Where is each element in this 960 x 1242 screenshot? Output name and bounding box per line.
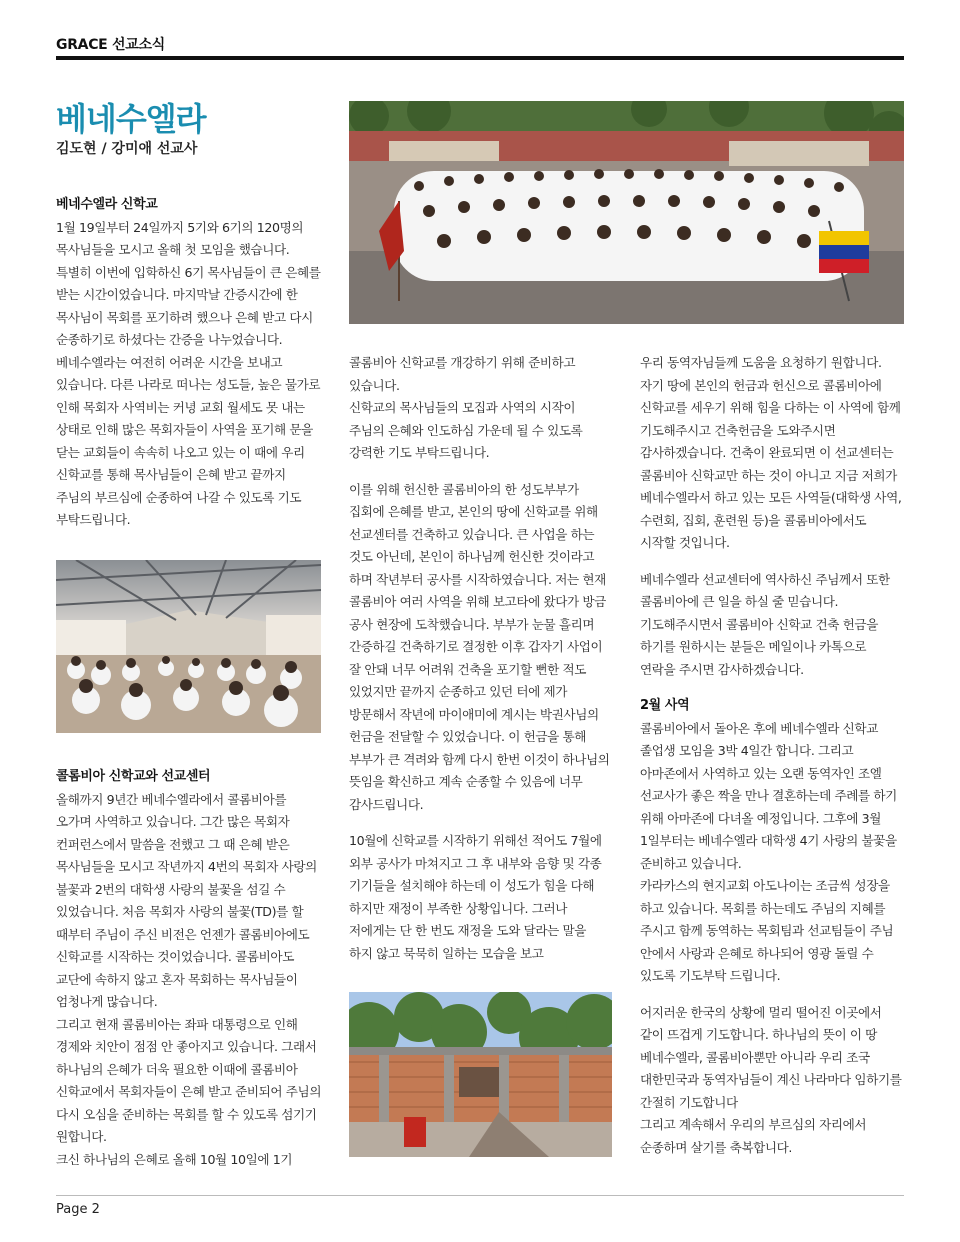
footer-rule	[56, 1195, 904, 1196]
construction-photo	[349, 992, 612, 1157]
section-heading-colombia-seminary: 콜롬비아 신학교와 선교센터	[56, 769, 211, 784]
paragraph: 그리고 현재 콜롬비아는 좌파 대통령으로 인해 경제와 치안이 점점 안 좋아지고 있습니다. 그래서 하나님의 은혜가 더욱 필요한 이때에 콜롬비아 신학교에서 목회자들이 은혜 받고 준비되어 주님의 다시 오심을 준비하는 목회를 할 수 있도록 섬기기 원합니다.	[56, 1016, 322, 1144]
classroom-photo	[56, 560, 321, 733]
paragraph: 콜롬비아에서 돌아온 후에 베네수엘라 신학교 졸업생 모임을 3박 4일간 합니다. 그리고 아마존에서 사역하고 있는 오랜 동역자인 조엘 선교사가 좋은 짝을 만나 결혼하는데 주례를 하기 위해 아마존에 다녀올 예정입니다. 그후에 3월 1일부터는 베네수엘라 대학생 4기 사랑의 불꽃을 준비하고 있습니다.	[640, 720, 897, 871]
paragraph: 우리 동역자님들께 도움을 요청하기 원합니다.	[640, 355, 882, 370]
group-photo	[349, 101, 904, 324]
newsletter-header: GRACE 선교소식	[56, 37, 165, 53]
article-title: 베네수엘라	[56, 100, 206, 138]
section-heading-venezuela-seminary: 베네수엘라 신학교	[56, 197, 158, 212]
paragraph: 카라카스의 현지교회 아도나이는 조금씩 성장을 하고 있습니다. 목회를 하는데도 주님의 지혜를 주시고 함께 동역하는 목회팀과 선교팀들이 주님 안에서 사랑과 은혜로 하나되어 영광 돌릴 수 있도록 기도부탁 드립니다.	[640, 878, 894, 983]
paragraph: 어지러운 한국의 상황에 멀리 떨어진 이곳에서 같이 뜨겁게 기도합니다. 하나님의 뜻이 이 땅 베네수엘라, 콜롬비아뿐만 아니라 우리 조국 대한민국과 동역자님들이 계신 나라마다 임하기를 간절히 기도합니다	[640, 1004, 902, 1110]
paragraph: 10월에 신학교를 시작하기 위해선 적어도 7월에 외부 공사가 마쳐지고 그 후 내부와 음향 및 각종 기기들을 설치해야 하는데 이 성도가 힘을 다해 하지만 재정이 부족한 상황입니다. 그러나 저에게는 단 한 번도 재정을 도와 달라는 말을 하지 않고 묵묵히 일하는 모습을 보고	[349, 833, 602, 961]
article-author: 김도현 / 강미애 선교사	[56, 141, 198, 157]
page-number: Page 2	[56, 1202, 100, 1217]
paragraph: 자기 땅에 본인의 헌금과 헌신으로 콜롬비아에 신학교를 세우기 위해 힘을 다하는 이 사역에 함께 기도해주시고 건축헌금을 도와주시면 감사하겠습니다. 건축이 완료되면 이 선교센터는 콜롬비아 신학교만 하는 것이 아니고 지금 저희가 베네수엘라서 하고 있는 모든 사역들(대학생 사역, 수련회, 집회, 훈련원 등)을 콜롬비아에서도 시작할 것입니다.	[640, 377, 902, 550]
header-rule	[56, 56, 904, 60]
paragraph: 크신 하나님의 은혜로 올해 10월 10일에 1기	[56, 1151, 293, 1167]
column-1-bottom	[56, 766, 322, 1171]
paragraph: 베네수엘라 선교센터에 역사하신 주님께서 또한 콜롬비아에 큰 일을 하실 줄 믿습니다. 기도해주시면서 콜롬비아 신학교 건축 헌금을 하기를 원하시는 분들은 메일이나 카톡으로 연락을 주시면 감사하겠습니다.	[640, 571, 890, 677]
column-3	[640, 352, 904, 1159]
paragraph: 올해까지 9년간 베네수엘라에서 콜롬비아를 오가며 사역하고 있습니다. 그간 많은 목회자 컨퍼런스에서 말씀을 전했고 그 때 은혜 받은 목사님들을 모시고 작년까지 4번의 목회자 사랑의 불꽃과 2번의 대학생 사랑의 불꽃을 섬길 수 있었습니다. 처음 목회자 사랑의 불꽃(TD)를 할 때부터 주님이 주신 비전은 언젠가 콜롬비아에도 신학교를 시작하는 것이었습니다. 콜롬비아도 교단에 속하지 않고 혼자 목회하는 목사님들이 엄청나게 많습니다.	[56, 791, 317, 1009]
column-1-top	[56, 194, 322, 532]
paragraph: 이를 위해 헌신한 콜롬비아의 한 성도부부가 집회에 은혜를 받고, 본인의 땅에 신학교를 위해 선교센터를 건축하고 있습니다. 큰 사업을 하는 것도 아닌데, 본인이 하나님께 헌신한 것이라고 하며 작년부터 공사를 시작하였습니다. 저는 현재 콜롬비아 여러 사역을 위해 보고타에 왔다가 방금 공사 현장에 도착했습니다. 부부가 눈물 흘리며 간증하길 건축하기로 결정한 이후 갑자기 사업이 잘 안돼 너무 어려워 건축을 포기할 뻔한 적도 있었지만 끝까지 순종하고 있던 터에 제가 방문해서 작년에 마이애미에 계시는 박권사님의 헌금을 전달할 수 있었습니다. 이 헌금을 통해 부부가 큰 격려와 함께 다시 한번 이것이 하나님의 뜻임을 확신하고 계속 순종할 수 있음에 너무 감사드립니다.	[349, 481, 610, 812]
paragraph: 신학교의 목사님들의 모집과 사역의 시작이 주님의 은혜와 인도하심 가운데 될 수 있도록 강력한 기도 부탁드립니다.	[349, 400, 583, 460]
paragraph: 콜롬비아 신학교를 개강하기 위해 준비하고 있습니다.	[349, 355, 576, 393]
column-2	[349, 352, 613, 965]
paragraph: 그리고 계속해서 우리의 부르심의 자리에서 순종하며 살기를 축복합니다.	[640, 1117, 867, 1155]
paragraph: 1월 19일부터 24일까지 5기와 6기의 120명의 목사님들을 모시고 올해 첫 모임을 했습니다. 특별히 이번에 입학하신 6기 목사님들이 큰 은혜를 받는 시간이었습니다. 마지막날 간증시간에 한 목사님이 목회를 포기하려 했으나 은혜 받고 다시 순종하기로 하셨다는 간증을 나누었습니다. 베네수엘라는 여전히 어려운 시간을 보내고 있습니다. 다른 나라로 떠나는 성도들, 높은 물가로 인해 목회자 사역비는 커녕 교회 월세도 못 내는 상태로 인해 많은 목회자들이 사역을 포기해 문을 닫는 교회들이 속속히 나오고 있는 이 때에 우리 신학교를 통해 목사님들이 은혜 받고 끝까지 주님의 부르심에 순종하여 나갈 수 있도록 기도 부탁드립니다.	[56, 219, 321, 527]
section-heading-february-ministry: 2월 사역	[640, 698, 690, 713]
